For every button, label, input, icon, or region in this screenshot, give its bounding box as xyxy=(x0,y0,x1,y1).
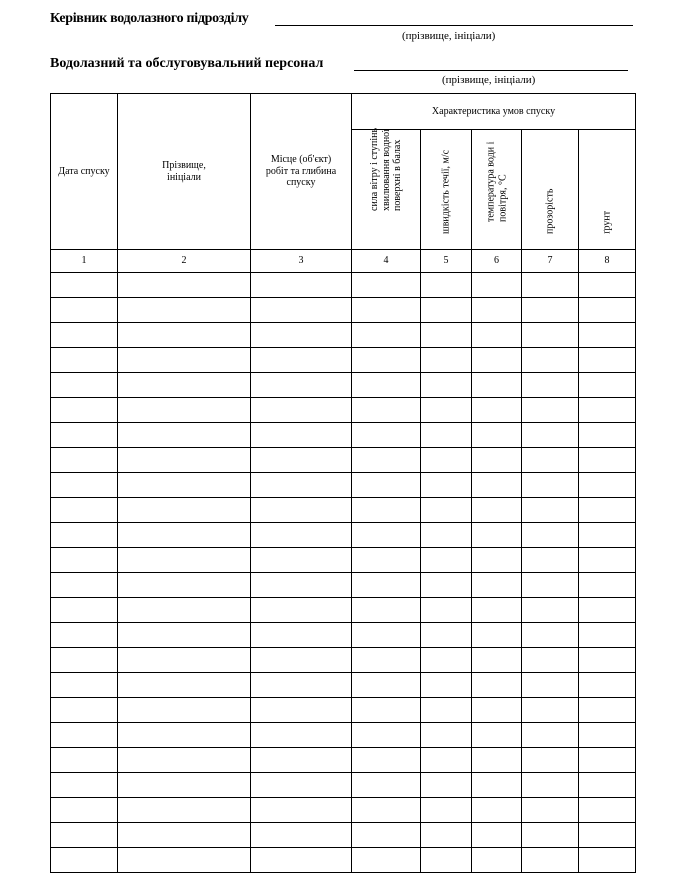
table-cell[interactable] xyxy=(51,773,118,798)
table-cell[interactable] xyxy=(472,648,522,673)
table-row xyxy=(51,748,636,773)
table-cell[interactable] xyxy=(352,848,421,873)
table-cell[interactable] xyxy=(472,498,522,523)
table-cell[interactable] xyxy=(352,598,421,623)
table-cell[interactable] xyxy=(352,623,421,648)
table-row xyxy=(51,698,636,723)
table-cell[interactable] xyxy=(51,823,118,848)
table-cell[interactable] xyxy=(352,698,421,723)
table-row xyxy=(51,773,636,798)
table-cell[interactable] xyxy=(522,273,579,298)
table-cell[interactable] xyxy=(251,348,352,373)
table-cell[interactable] xyxy=(522,348,579,373)
table-cell[interactable] xyxy=(421,548,472,573)
table-cell[interactable] xyxy=(118,498,251,523)
column-number: 3 xyxy=(251,250,352,273)
table-cell[interactable] xyxy=(118,273,251,298)
table-cell[interactable] xyxy=(472,348,522,373)
table-cell[interactable] xyxy=(522,648,579,673)
table-cell[interactable] xyxy=(352,798,421,823)
table-cell[interactable] xyxy=(472,523,522,548)
table-cell[interactable] xyxy=(251,823,352,848)
table-cell[interactable] xyxy=(472,323,522,348)
table-cell[interactable] xyxy=(352,823,421,848)
table-row xyxy=(51,448,636,473)
table-row xyxy=(51,598,636,623)
table-cell[interactable] xyxy=(51,598,118,623)
table-cell[interactable] xyxy=(251,523,352,548)
table-cell[interactable] xyxy=(421,573,472,598)
table-cell[interactable] xyxy=(51,748,118,773)
table-cell[interactable] xyxy=(579,398,636,423)
table-cell[interactable] xyxy=(421,823,472,848)
table-cell[interactable] xyxy=(522,498,579,523)
table-cell[interactable] xyxy=(51,348,118,373)
table-cell[interactable] xyxy=(421,598,472,623)
table-cell[interactable] xyxy=(579,723,636,748)
table-cell[interactable] xyxy=(421,798,472,823)
col-transparency-header: прозорість xyxy=(522,130,579,250)
table-cell[interactable] xyxy=(472,748,522,773)
table-cell[interactable] xyxy=(472,273,522,298)
table-cell[interactable] xyxy=(251,623,352,648)
table-cell[interactable] xyxy=(251,573,352,598)
table-cell[interactable] xyxy=(51,623,118,648)
table-cell[interactable] xyxy=(472,623,522,648)
table-cell[interactable] xyxy=(472,598,522,623)
table-row xyxy=(51,723,636,748)
table-cell[interactable] xyxy=(579,698,636,723)
table-cell[interactable] xyxy=(421,523,472,548)
table-cell[interactable] xyxy=(51,548,118,573)
table-cell[interactable] xyxy=(251,423,352,448)
table-cell[interactable] xyxy=(522,448,579,473)
table-cell[interactable] xyxy=(118,373,251,398)
table-cell[interactable] xyxy=(579,823,636,848)
table-cell[interactable] xyxy=(472,773,522,798)
table-cell[interactable] xyxy=(251,448,352,473)
table-cell[interactable] xyxy=(522,673,579,698)
column-number: 7 xyxy=(522,250,579,273)
table-row xyxy=(51,548,636,573)
table-cell[interactable] xyxy=(118,598,251,623)
table-cell[interactable] xyxy=(51,473,118,498)
table-cell[interactable] xyxy=(51,798,118,823)
table-row xyxy=(51,423,636,448)
table-cell[interactable] xyxy=(421,848,472,873)
table-cell[interactable] xyxy=(579,573,636,598)
table-cell[interactable] xyxy=(352,498,421,523)
table-cell[interactable] xyxy=(352,723,421,748)
table-row xyxy=(51,498,636,523)
table-cell[interactable] xyxy=(522,823,579,848)
table-cell[interactable] xyxy=(579,273,636,298)
table-cell[interactable] xyxy=(472,473,522,498)
table-cell[interactable] xyxy=(251,848,352,873)
table-cell[interactable] xyxy=(472,423,522,448)
table-cell[interactable] xyxy=(251,748,352,773)
table-cell[interactable] xyxy=(118,398,251,423)
table-cell[interactable] xyxy=(118,448,251,473)
table-cell[interactable] xyxy=(579,298,636,323)
table-cell[interactable] xyxy=(421,498,472,523)
column-number-row xyxy=(51,250,636,273)
table-cell[interactable] xyxy=(251,723,352,748)
table-cell[interactable] xyxy=(118,473,251,498)
table-cell[interactable] xyxy=(579,748,636,773)
table-cell[interactable] xyxy=(472,798,522,823)
table-cell[interactable] xyxy=(118,773,251,798)
table-cell[interactable] xyxy=(352,548,421,573)
table-cell[interactable] xyxy=(522,773,579,798)
table-row xyxy=(51,473,636,498)
staff-label: Водолазний та обслуговувальний персонал xyxy=(50,56,324,71)
table-cell[interactable] xyxy=(118,623,251,648)
table-cell[interactable] xyxy=(421,298,472,323)
head-label: Керівник водолазного підрозділу xyxy=(50,11,249,26)
table-cell[interactable] xyxy=(472,573,522,598)
table-row xyxy=(51,373,636,398)
table-cell[interactable] xyxy=(352,773,421,798)
table-cell[interactable] xyxy=(118,298,251,323)
table-cell[interactable] xyxy=(118,348,251,373)
table-cell[interactable] xyxy=(579,548,636,573)
table-cell[interactable] xyxy=(522,598,579,623)
table-cell[interactable] xyxy=(522,798,579,823)
table-row xyxy=(51,323,636,348)
table-cell[interactable] xyxy=(251,323,352,348)
table-cell[interactable] xyxy=(472,673,522,698)
table-cell[interactable] xyxy=(118,673,251,698)
table-row xyxy=(51,523,636,548)
table-cell[interactable] xyxy=(472,848,522,873)
table-cell[interactable] xyxy=(352,473,421,498)
table-cell[interactable] xyxy=(579,598,636,623)
table-cell[interactable] xyxy=(472,723,522,748)
table-cell[interactable] xyxy=(579,798,636,823)
table-cell[interactable] xyxy=(251,273,352,298)
table-cell[interactable] xyxy=(522,323,579,348)
table-cell[interactable] xyxy=(352,448,421,473)
table-cell[interactable] xyxy=(251,298,352,323)
table-cell[interactable] xyxy=(421,473,472,498)
table-cell[interactable] xyxy=(421,673,472,698)
table-cell[interactable] xyxy=(522,423,579,448)
diving-log-table xyxy=(50,93,636,873)
col-current-header: швидкість течії, м/с xyxy=(421,130,472,250)
table-cell[interactable] xyxy=(579,323,636,348)
table-cell[interactable] xyxy=(472,698,522,723)
table-cell[interactable] xyxy=(251,773,352,798)
table-cell[interactable] xyxy=(251,398,352,423)
table-cell[interactable] xyxy=(118,723,251,748)
table-row xyxy=(51,648,636,673)
table-cell[interactable] xyxy=(352,323,421,348)
table-cell[interactable] xyxy=(51,848,118,873)
table-cell[interactable] xyxy=(522,623,579,648)
table-cell[interactable] xyxy=(118,648,251,673)
table-cell[interactable] xyxy=(118,323,251,348)
table-cell[interactable] xyxy=(472,548,522,573)
table-cell[interactable] xyxy=(118,698,251,723)
column-number: 8 xyxy=(579,250,636,273)
column-number: 5 xyxy=(421,250,472,273)
table-cell[interactable] xyxy=(251,498,352,523)
table-cell[interactable] xyxy=(579,373,636,398)
table-cell[interactable] xyxy=(522,698,579,723)
table-cell[interactable] xyxy=(51,373,118,398)
table-cell[interactable] xyxy=(251,598,352,623)
table-cell[interactable] xyxy=(251,373,352,398)
table-row xyxy=(51,823,636,848)
table-cell[interactable] xyxy=(522,523,579,548)
table-cell[interactable] xyxy=(352,423,421,448)
table-cell[interactable] xyxy=(251,673,352,698)
table-cell[interactable] xyxy=(421,273,472,298)
table-cell[interactable] xyxy=(51,398,118,423)
table-cell[interactable] xyxy=(522,723,579,748)
table-row xyxy=(51,398,636,423)
table-cell[interactable] xyxy=(118,548,251,573)
table-cell[interactable] xyxy=(118,848,251,873)
table-row xyxy=(51,798,636,823)
table-cell[interactable] xyxy=(579,348,636,373)
col-temp-header: температура води і повітря, °С xyxy=(472,130,522,250)
table-cell[interactable] xyxy=(421,648,472,673)
table-cell[interactable] xyxy=(352,373,421,398)
table-cell[interactable] xyxy=(421,348,472,373)
table-cell[interactable] xyxy=(51,273,118,298)
table-cell[interactable] xyxy=(579,648,636,673)
table-cell[interactable] xyxy=(352,298,421,323)
table-cell[interactable] xyxy=(251,648,352,673)
table-cell[interactable] xyxy=(421,323,472,348)
table-cell[interactable] xyxy=(421,373,472,398)
table-cell[interactable] xyxy=(251,698,352,723)
table-row xyxy=(51,273,636,298)
table-row xyxy=(51,848,636,873)
table-cell[interactable] xyxy=(579,773,636,798)
table-cell[interactable] xyxy=(352,573,421,598)
table-cell[interactable] xyxy=(579,673,636,698)
table-cell[interactable] xyxy=(421,698,472,723)
col-name-header: Прізвище, ініціали xyxy=(118,94,251,250)
table-cell[interactable] xyxy=(51,523,118,548)
table-cell[interactable] xyxy=(522,298,579,323)
table-cell[interactable] xyxy=(51,698,118,723)
column-number: 4 xyxy=(352,250,421,273)
table-cell[interactable] xyxy=(118,423,251,448)
table-cell[interactable] xyxy=(51,448,118,473)
table-cell[interactable] xyxy=(579,423,636,448)
table-cell[interactable] xyxy=(522,398,579,423)
header-row-top xyxy=(51,94,636,130)
table-cell[interactable] xyxy=(118,798,251,823)
col-ground-header: ґрунт xyxy=(579,130,636,250)
table-cell[interactable] xyxy=(421,723,472,748)
table-cell[interactable] xyxy=(579,623,636,648)
table-cell[interactable] xyxy=(522,373,579,398)
table-cell[interactable] xyxy=(352,648,421,673)
column-number: 2 xyxy=(118,250,251,273)
table-cell[interactable] xyxy=(421,398,472,423)
table-cell[interactable] xyxy=(352,348,421,373)
column-number: 1 xyxy=(51,250,118,273)
table-cell[interactable] xyxy=(51,573,118,598)
table-cell[interactable] xyxy=(51,423,118,448)
table-cell[interactable] xyxy=(118,523,251,548)
table-cell[interactable] xyxy=(579,473,636,498)
table-cell[interactable] xyxy=(352,748,421,773)
table-row xyxy=(51,573,636,598)
staff-signature-line[interactable] xyxy=(354,57,628,71)
table-cell[interactable] xyxy=(118,573,251,598)
table-cell[interactable] xyxy=(352,673,421,698)
table-cell[interactable] xyxy=(251,548,352,573)
table-row xyxy=(51,673,636,698)
table-cell[interactable] xyxy=(421,423,472,448)
table-cell[interactable] xyxy=(421,448,472,473)
table-cell[interactable] xyxy=(421,773,472,798)
table-cell[interactable] xyxy=(118,823,251,848)
head-signature-line[interactable] xyxy=(275,12,633,26)
table-cell[interactable] xyxy=(51,673,118,698)
table-cell[interactable] xyxy=(352,273,421,298)
table-cell[interactable] xyxy=(579,498,636,523)
table-cell[interactable] xyxy=(472,373,522,398)
table-cell[interactable] xyxy=(51,648,118,673)
table-row xyxy=(51,348,636,373)
table-cell[interactable] xyxy=(472,398,522,423)
table-cell[interactable] xyxy=(579,523,636,548)
table-cell[interactable] xyxy=(51,323,118,348)
table-cell[interactable] xyxy=(579,448,636,473)
table-cell[interactable] xyxy=(579,848,636,873)
table-cell[interactable] xyxy=(421,623,472,648)
table-row xyxy=(51,623,636,648)
table-cell[interactable] xyxy=(352,523,421,548)
table-cell[interactable] xyxy=(472,448,522,473)
column-number: 6 xyxy=(472,250,522,273)
table-cell[interactable] xyxy=(522,548,579,573)
table-cell[interactable] xyxy=(352,398,421,423)
table-cell[interactable] xyxy=(251,798,352,823)
table-cell[interactable] xyxy=(51,298,118,323)
conditions-group-header: Характеристика умов спуску xyxy=(352,94,636,130)
table-cell[interactable] xyxy=(421,748,472,773)
table-cell[interactable] xyxy=(51,723,118,748)
table-cell[interactable] xyxy=(118,748,251,773)
col-date-header: Дата спуску xyxy=(51,94,118,250)
col-place-header: Місце (об'єкт) робіт та глибина спуску xyxy=(251,94,352,250)
table-cell[interactable] xyxy=(51,498,118,523)
table-cell[interactable] xyxy=(472,823,522,848)
table-cell[interactable] xyxy=(251,473,352,498)
table-cell[interactable] xyxy=(522,473,579,498)
staff-hint: (прізвище, ініціали) xyxy=(442,74,536,86)
table-cell[interactable] xyxy=(522,748,579,773)
col-wind-header: сила вітру і ступінь хвилювання водної поверхні в балах xyxy=(352,130,421,250)
head-hint: (прізвище, ініціали) xyxy=(402,30,496,42)
table-cell[interactable] xyxy=(522,848,579,873)
table-row xyxy=(51,298,636,323)
table-cell[interactable] xyxy=(472,298,522,323)
table-cell[interactable] xyxy=(522,573,579,598)
